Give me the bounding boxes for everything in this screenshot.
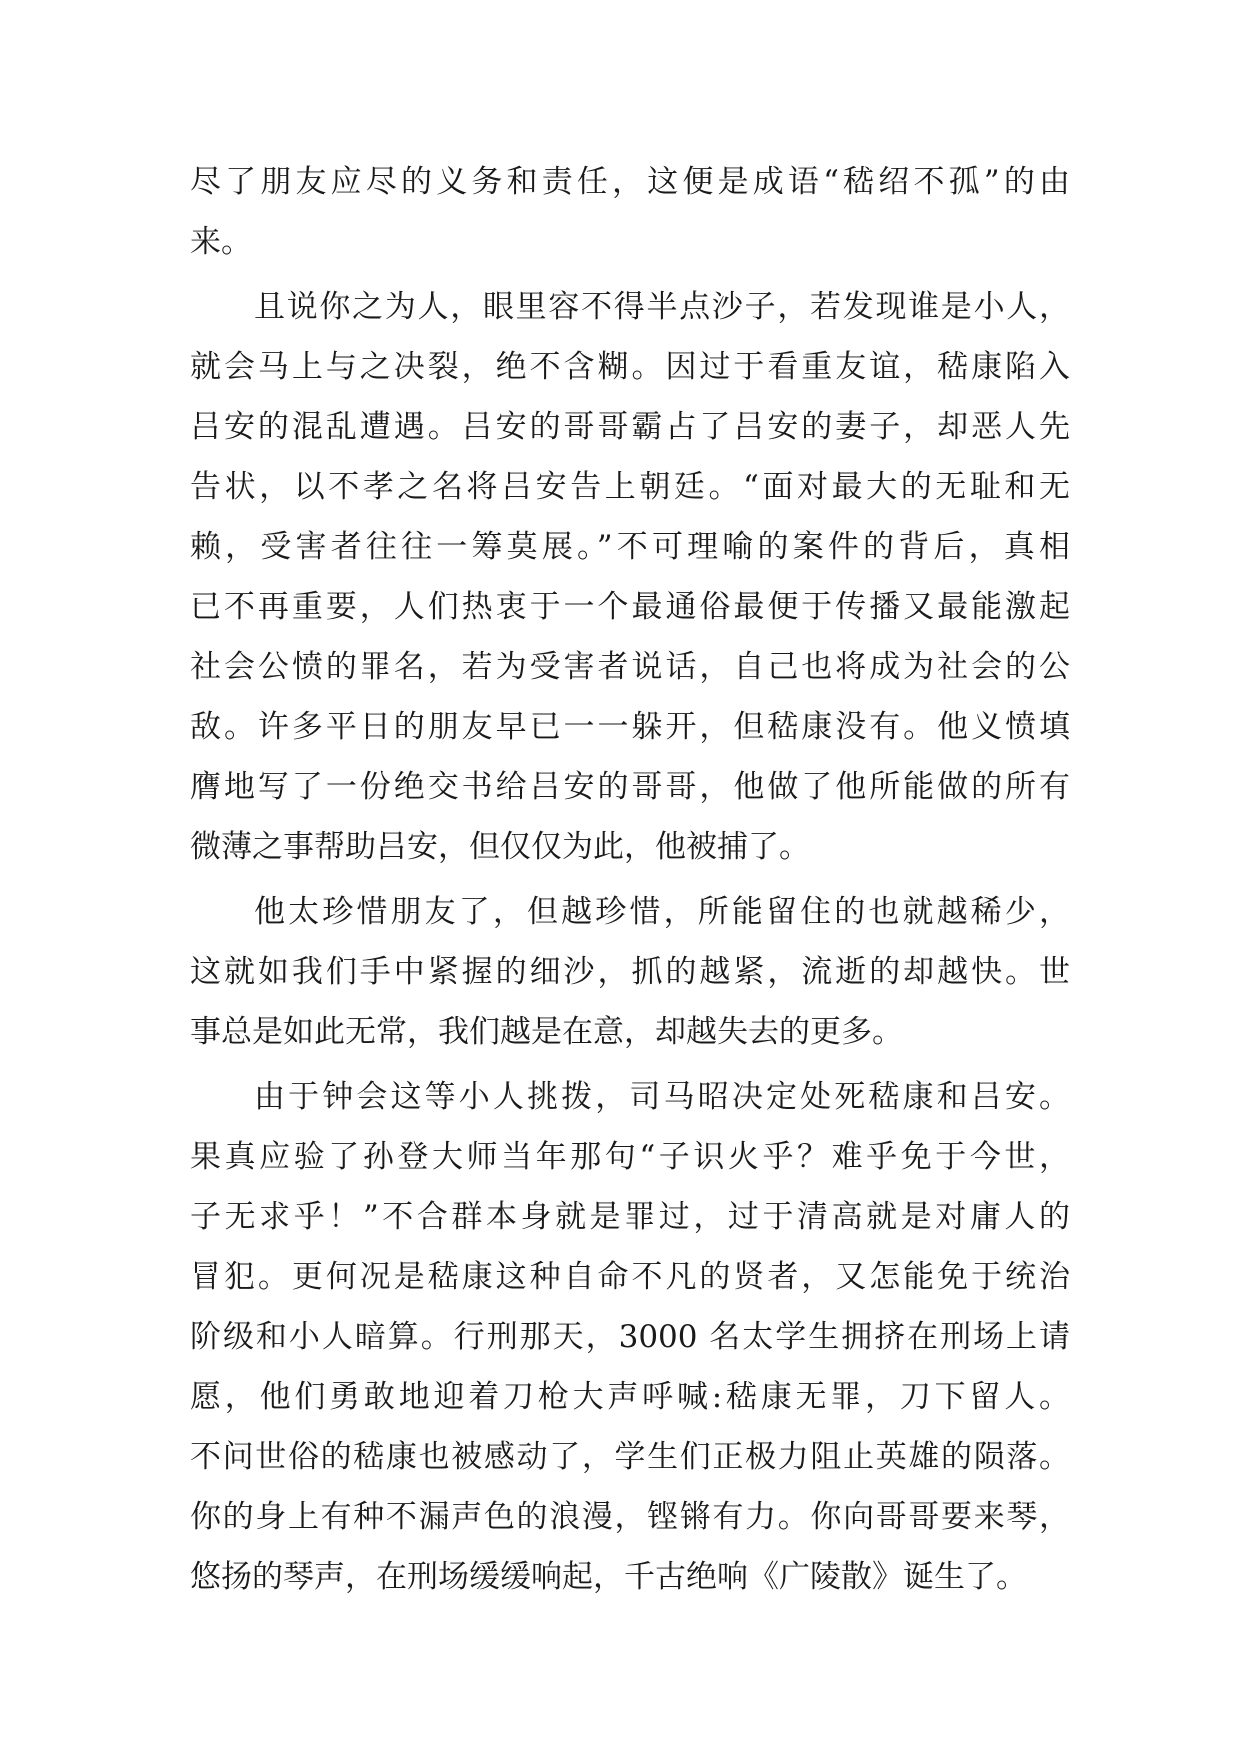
paragraph-first-line: 他太珍惜朋友了，但越珍惜，所能留住的也就越稀少， [254, 894, 1070, 930]
text-line: 微薄之事帮助吕安，但仅仅为此，他被捕了。 [190, 829, 810, 865]
text-line: 不问世俗的嵇康也被感动了，学生们正极力阻止英雄的陨落。 [190, 1439, 1070, 1475]
text-line: 敌。许多平日的朋友早已一一躲开，但嵇康没有。他义愤填 [190, 709, 1070, 745]
text-line: 冒犯。更何况是嵇康这种自命不凡的贤者，又怎能免于统治 [190, 1259, 1070, 1295]
paragraph-first-line: 且说你之为人，眼里容不得半点沙子，若发现谁是小人， [254, 289, 1070, 325]
text-line: 告状，以不孝之名将吕安告上朝廷。“面对最大的无耻和无 [190, 469, 1070, 505]
text-line: 社会公愤的罪名，若为受害者说话，自己也将成为社会的公 [190, 649, 1070, 685]
text-line: 来。 [190, 224, 252, 260]
text-line: 你的身上有种不漏声色的浪漫，铿锵有力。你向哥哥要来琴， [190, 1499, 1070, 1535]
text-line: 尽了朋友应尽的义务和责任，这便是成语“嵇绍不孤”的由 [190, 164, 1070, 200]
text-line: 子无求乎！”不合群本身就是罪过，过于清高就是对庸人的 [190, 1199, 1070, 1235]
text-line: 阶级和小人暗算。行刑那天，3000 名太学生拥挤在刑场上请 [190, 1319, 1070, 1355]
text-line: 膺地写了一份绝交书给吕安的哥哥，他做了他所能做的所有 [190, 769, 1070, 805]
text-line: 果真应验了孙登大师当年那句“子识火乎？难乎免于今世， [190, 1139, 1070, 1175]
paragraph-first-line: 由于钟会这等小人挑拨，司马昭决定处死嵇康和吕安。 [254, 1079, 1070, 1115]
text-line: 愿，他们勇敢地迎着刀枪大声呼喊:嵇康无罪，刀下留人。 [190, 1379, 1070, 1415]
text-line: 吕安的混乱遭遇。吕安的哥哥霸占了吕安的妻子，却恶人先 [190, 409, 1070, 445]
text-line: 这就如我们手中紧握的细沙，抓的越紧，流逝的却越快。世 [190, 954, 1070, 990]
text-line: 赖，受害者往往一筹莫展。”不可理喻的案件的背后，真相 [190, 529, 1070, 565]
text-line: 已不再重要，人们热衷于一个最通俗最便于传播又最能激起 [190, 589, 1070, 625]
text-line: 就会马上与之决裂，绝不含糊。因过于看重友谊，嵇康陷入 [190, 349, 1070, 385]
text-line: 事总是如此无常，我们越是在意，却越失去的更多。 [190, 1014, 903, 1050]
text-line: 悠扬的琴声，在刑场缓缓响起，千古绝响《广陵散》诞生了。 [190, 1559, 1027, 1595]
